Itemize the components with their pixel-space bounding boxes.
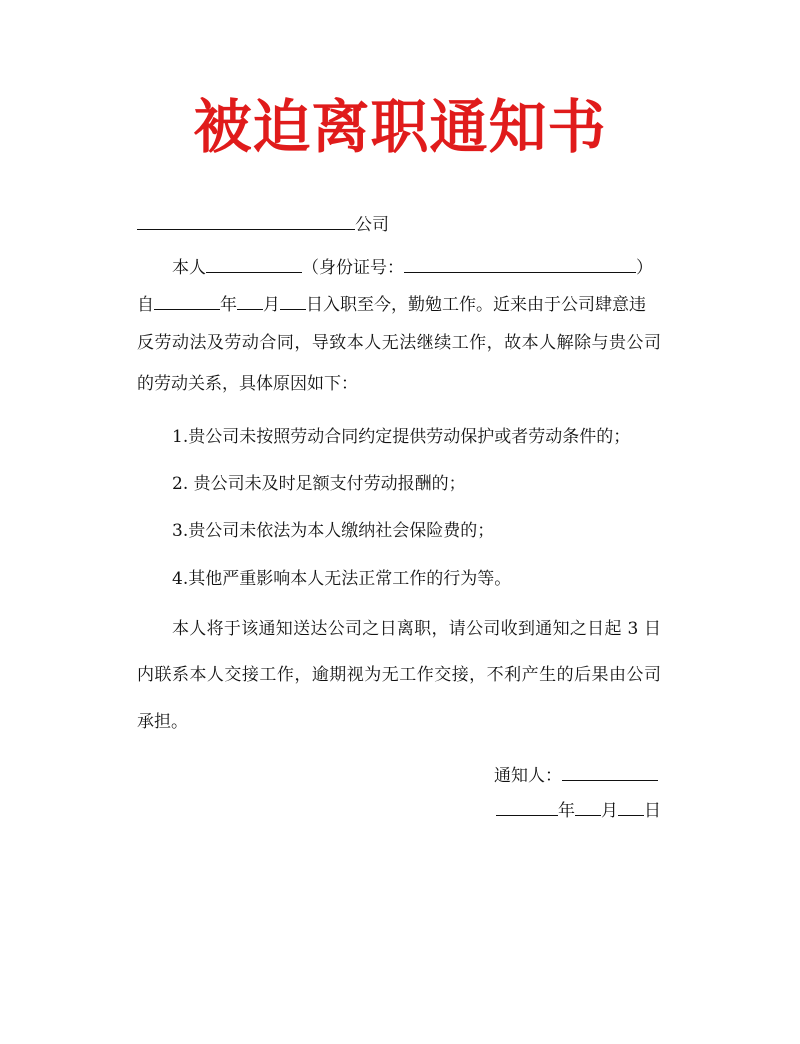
para1-line2: 反劳动法及劳动合同，导致本人无法继续工作，故本人解除与贵公司: [137, 333, 661, 353]
sign-day-label: 日: [644, 801, 661, 821]
sign-day-blank[interactable]: [618, 797, 644, 816]
signature-line: [494, 762, 658, 787]
recipient-line: [137, 211, 389, 236]
reason-item-2: 2. 贵公司未及时足额支付劳动报酬的；: [172, 474, 466, 494]
start-month-blank[interactable]: [237, 291, 263, 310]
notifier-label: 通知人：: [494, 766, 562, 786]
para1-line1: [137, 291, 646, 316]
start-year-blank[interactable]: [154, 291, 220, 310]
document-title: [0, 92, 800, 162]
reason-item-4: 4.其他严重影响本人无法正常工作的行为等。: [172, 569, 512, 589]
reason-item-1: 1.贵公司未按照劳动合同约定提供劳动保护或者劳动条件的；: [172, 427, 631, 447]
year-label: 年: [220, 295, 237, 315]
document-title-text: 被迫离职通知书: [193, 93, 607, 161]
company-suffix: 公司: [355, 215, 389, 235]
notifier-name-blank[interactable]: [562, 762, 658, 781]
para1-text: 日入职至今，勤勉工作。近来由于公司肆意违: [306, 295, 646, 315]
person-label: 本人: [172, 258, 206, 278]
id-open-label: （身份证号：: [302, 258, 404, 278]
closing-line3: 承担。: [137, 712, 188, 732]
closing-line2: 内联系本人交接工作，逾期视为无工作交接，不利产生的后果由公司: [137, 665, 661, 685]
signature-date-line: [496, 797, 661, 822]
company-name-blank[interactable]: [137, 211, 355, 230]
sign-year-blank[interactable]: [496, 797, 558, 816]
id-close-label: ）: [636, 258, 653, 278]
person-name-blank[interactable]: [206, 254, 302, 273]
id-number-blank[interactable]: [404, 254, 636, 273]
intro-line: [172, 254, 653, 279]
sign-month-label: 月: [601, 801, 618, 821]
para1-line3: 的劳动关系，具体原因如下：: [137, 374, 358, 394]
month-label: 月: [263, 295, 280, 315]
sign-year-label: 年: [558, 801, 575, 821]
closing-line1: 本人将于该通知送达公司之日离职，请公司收到通知之日起 3 日: [172, 619, 661, 639]
reason-item-3: 3.贵公司未依法为本人缴纳社会保险费的；: [172, 521, 495, 541]
from-label: 自: [137, 295, 154, 315]
sign-month-blank[interactable]: [575, 797, 601, 816]
start-day-blank[interactable]: [280, 291, 306, 310]
